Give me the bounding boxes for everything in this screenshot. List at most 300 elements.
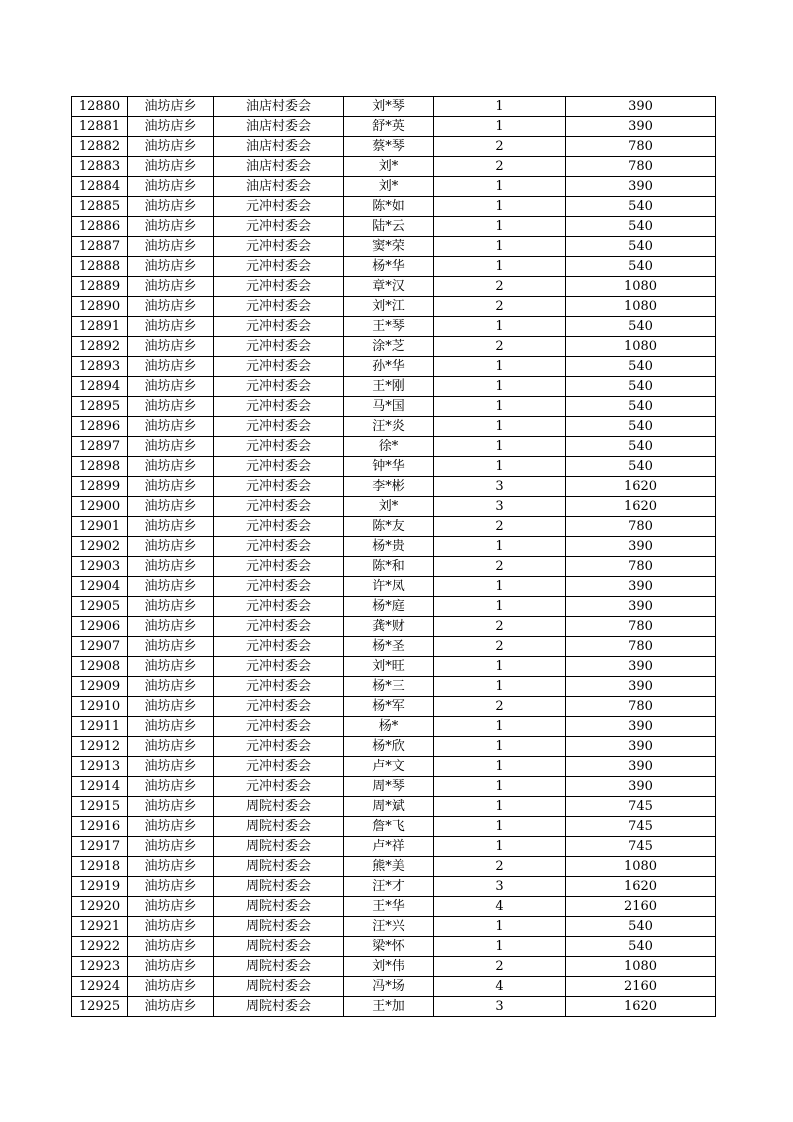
serial-number-cell: 12887 <box>72 237 128 257</box>
township-cell: 油坊店乡 <box>128 537 214 557</box>
village-committee-cell: 周院村委会 <box>214 897 344 917</box>
name-cell: 杨*庭 <box>344 597 434 617</box>
table-row <box>72 357 716 377</box>
table-row <box>72 497 716 517</box>
village-committee-cell: 元冲村委会 <box>214 577 344 597</box>
amount-cell: 745 <box>566 837 716 857</box>
serial-number-cell: 12919 <box>72 877 128 897</box>
township-cell: 油坊店乡 <box>128 557 214 577</box>
household-count-cell: 1 <box>434 177 566 197</box>
township-cell: 油坊店乡 <box>128 757 214 777</box>
name-cell: 舒*英 <box>344 117 434 137</box>
village-committee-cell: 元冲村委会 <box>214 357 344 377</box>
serial-number-cell: 12910 <box>72 697 128 717</box>
household-count-cell: 1 <box>434 357 566 377</box>
table-row <box>72 257 716 277</box>
serial-number-cell: 12895 <box>72 397 128 417</box>
name-cell: 徐* <box>344 437 434 457</box>
table-row <box>72 457 716 477</box>
table-row <box>72 977 716 997</box>
village-committee-cell: 元冲村委会 <box>214 477 344 497</box>
amount-cell: 390 <box>566 757 716 777</box>
township-cell: 油坊店乡 <box>128 397 214 417</box>
household-count-cell: 1 <box>434 457 566 477</box>
village-committee-cell: 元冲村委会 <box>214 597 344 617</box>
amount-cell: 390 <box>566 537 716 557</box>
name-cell: 钟*华 <box>344 457 434 477</box>
amount-cell: 390 <box>566 577 716 597</box>
household-count-cell: 1 <box>434 597 566 617</box>
name-cell: 周*琴 <box>344 777 434 797</box>
amount-cell: 390 <box>566 117 716 137</box>
village-committee-cell: 元冲村委会 <box>214 757 344 777</box>
serial-number-cell: 12885 <box>72 197 128 217</box>
village-committee-cell: 元冲村委会 <box>214 557 344 577</box>
amount-cell: 1620 <box>566 877 716 897</box>
township-cell: 油坊店乡 <box>128 157 214 177</box>
table-row <box>72 677 716 697</box>
table-row <box>72 997 716 1017</box>
serial-number-cell: 12922 <box>72 937 128 957</box>
village-committee-cell: 周院村委会 <box>214 797 344 817</box>
table-row <box>72 637 716 657</box>
household-count-cell: 2 <box>434 337 566 357</box>
table-row <box>72 737 716 757</box>
township-cell: 油坊店乡 <box>128 257 214 277</box>
table-body <box>72 97 716 1017</box>
amount-cell: 390 <box>566 657 716 677</box>
serial-number-cell: 12886 <box>72 217 128 237</box>
table-row <box>72 877 716 897</box>
township-cell: 油坊店乡 <box>128 197 214 217</box>
household-count-cell: 1 <box>434 217 566 237</box>
village-committee-cell: 元冲村委会 <box>214 737 344 757</box>
table-row <box>72 317 716 337</box>
name-cell: 杨*欣 <box>344 737 434 757</box>
name-cell: 梁*怀 <box>344 937 434 957</box>
table-row <box>72 517 716 537</box>
table-row <box>72 157 716 177</box>
serial-number-cell: 12912 <box>72 737 128 757</box>
amount-cell: 390 <box>566 597 716 617</box>
serial-number-cell: 12906 <box>72 617 128 637</box>
serial-number-cell: 12909 <box>72 677 128 697</box>
serial-number-cell: 12903 <box>72 557 128 577</box>
amount-cell: 780 <box>566 617 716 637</box>
serial-number-cell: 12913 <box>72 757 128 777</box>
table-row <box>72 397 716 417</box>
amount-cell: 540 <box>566 437 716 457</box>
household-count-cell: 3 <box>434 877 566 897</box>
table-row <box>72 237 716 257</box>
household-count-cell: 2 <box>434 957 566 977</box>
village-committee-cell: 周院村委会 <box>214 917 344 937</box>
village-committee-cell: 元冲村委会 <box>214 257 344 277</box>
township-cell: 油坊店乡 <box>128 477 214 497</box>
village-committee-cell: 周院村委会 <box>214 837 344 857</box>
village-committee-cell: 元冲村委会 <box>214 457 344 477</box>
village-committee-cell: 元冲村委会 <box>214 237 344 257</box>
household-count-cell: 1 <box>434 757 566 777</box>
name-cell: 王*琴 <box>344 317 434 337</box>
household-count-cell: 1 <box>434 937 566 957</box>
table-row <box>72 897 716 917</box>
name-cell: 杨*华 <box>344 257 434 277</box>
amount-cell: 1620 <box>566 497 716 517</box>
household-count-cell: 1 <box>434 837 566 857</box>
household-count-cell: 1 <box>434 397 566 417</box>
village-committee-cell: 油店村委会 <box>214 177 344 197</box>
name-cell: 汪*炎 <box>344 417 434 437</box>
serial-number-cell: 12907 <box>72 637 128 657</box>
amount-cell: 540 <box>566 917 716 937</box>
household-count-cell: 1 <box>434 537 566 557</box>
village-committee-cell: 元冲村委会 <box>214 337 344 357</box>
village-committee-cell: 元冲村委会 <box>214 697 344 717</box>
serial-number-cell: 12882 <box>72 137 128 157</box>
village-committee-cell: 元冲村委会 <box>214 197 344 217</box>
table-row <box>72 857 716 877</box>
household-count-cell: 3 <box>434 497 566 517</box>
amount-cell: 540 <box>566 357 716 377</box>
village-committee-cell: 元冲村委会 <box>214 277 344 297</box>
serial-number-cell: 12905 <box>72 597 128 617</box>
amount-cell: 390 <box>566 717 716 737</box>
amount-cell: 540 <box>566 317 716 337</box>
village-committee-cell: 周院村委会 <box>214 937 344 957</box>
township-cell: 油坊店乡 <box>128 717 214 737</box>
township-cell: 油坊店乡 <box>128 877 214 897</box>
township-cell: 油坊店乡 <box>128 297 214 317</box>
village-committee-cell: 元冲村委会 <box>214 717 344 737</box>
household-count-cell: 1 <box>434 677 566 697</box>
township-cell: 油坊店乡 <box>128 117 214 137</box>
table-row <box>72 577 716 597</box>
township-cell: 油坊店乡 <box>128 657 214 677</box>
amount-cell: 745 <box>566 797 716 817</box>
serial-number-cell: 12899 <box>72 477 128 497</box>
table-row <box>72 777 716 797</box>
table-row <box>72 97 716 117</box>
household-count-cell: 2 <box>434 297 566 317</box>
name-cell: 刘*伟 <box>344 957 434 977</box>
serial-number-cell: 12900 <box>72 497 128 517</box>
amount-cell: 2160 <box>566 897 716 917</box>
household-count-cell: 1 <box>434 577 566 597</box>
serial-number-cell: 12920 <box>72 897 128 917</box>
township-cell: 油坊店乡 <box>128 97 214 117</box>
township-cell: 油坊店乡 <box>128 797 214 817</box>
name-cell: 杨* <box>344 717 434 737</box>
serial-number-cell: 12911 <box>72 717 128 737</box>
name-cell: 陈*和 <box>344 557 434 577</box>
township-cell: 油坊店乡 <box>128 937 214 957</box>
township-cell: 油坊店乡 <box>128 977 214 997</box>
serial-number-cell: 12914 <box>72 777 128 797</box>
amount-cell: 780 <box>566 157 716 177</box>
village-committee-cell: 油店村委会 <box>214 97 344 117</box>
village-committee-cell: 元冲村委会 <box>214 217 344 237</box>
household-count-cell: 1 <box>434 437 566 457</box>
name-cell: 卢*文 <box>344 757 434 777</box>
serial-number-cell: 12925 <box>72 997 128 1017</box>
village-committee-cell: 周院村委会 <box>214 857 344 877</box>
township-cell: 油坊店乡 <box>128 997 214 1017</box>
amount-cell: 1080 <box>566 297 716 317</box>
name-cell: 孙*华 <box>344 357 434 377</box>
table-row <box>72 437 716 457</box>
village-committee-cell: 周院村委会 <box>214 877 344 897</box>
township-cell: 油坊店乡 <box>128 517 214 537</box>
household-count-cell: 1 <box>434 817 566 837</box>
table-row <box>72 537 716 557</box>
name-cell: 王*华 <box>344 897 434 917</box>
table-row <box>72 957 716 977</box>
township-cell: 油坊店乡 <box>128 957 214 977</box>
name-cell: 詹*飞 <box>344 817 434 837</box>
name-cell: 汪*兴 <box>344 917 434 937</box>
table-row <box>72 117 716 137</box>
table-row <box>72 937 716 957</box>
township-cell: 油坊店乡 <box>128 337 214 357</box>
household-count-cell: 1 <box>434 717 566 737</box>
township-cell: 油坊店乡 <box>128 617 214 637</box>
household-count-cell: 2 <box>434 277 566 297</box>
name-cell: 冯*场 <box>344 977 434 997</box>
name-cell: 陈*如 <box>344 197 434 217</box>
township-cell: 油坊店乡 <box>128 597 214 617</box>
village-committee-cell: 元冲村委会 <box>214 377 344 397</box>
village-committee-cell: 元冲村委会 <box>214 537 344 557</box>
table-row <box>72 617 716 637</box>
household-count-cell: 1 <box>434 237 566 257</box>
household-count-cell: 2 <box>434 157 566 177</box>
amount-cell: 540 <box>566 457 716 477</box>
household-count-cell: 1 <box>434 197 566 217</box>
serial-number-cell: 12888 <box>72 257 128 277</box>
household-count-cell: 1 <box>434 917 566 937</box>
name-cell: 陆*云 <box>344 217 434 237</box>
table-row <box>72 177 716 197</box>
household-count-cell: 3 <box>434 477 566 497</box>
serial-number-cell: 12917 <box>72 837 128 857</box>
name-cell: 王*加 <box>344 997 434 1017</box>
amount-cell: 745 <box>566 817 716 837</box>
township-cell: 油坊店乡 <box>128 697 214 717</box>
name-cell: 刘*江 <box>344 297 434 317</box>
subsidy-table <box>71 96 716 1017</box>
table-row <box>72 277 716 297</box>
name-cell: 涂*芝 <box>344 337 434 357</box>
township-cell: 油坊店乡 <box>128 857 214 877</box>
name-cell: 马*国 <box>344 397 434 417</box>
table-row <box>72 657 716 677</box>
serial-number-cell: 12884 <box>72 177 128 197</box>
serial-number-cell: 12923 <box>72 957 128 977</box>
serial-number-cell: 12889 <box>72 277 128 297</box>
name-cell: 窦*荣 <box>344 237 434 257</box>
household-count-cell: 1 <box>434 657 566 677</box>
table-row <box>72 717 716 737</box>
serial-number-cell: 12902 <box>72 537 128 557</box>
household-count-cell: 1 <box>434 377 566 397</box>
name-cell: 刘* <box>344 157 434 177</box>
serial-number-cell: 12892 <box>72 337 128 357</box>
amount-cell: 540 <box>566 237 716 257</box>
amount-cell: 540 <box>566 417 716 437</box>
table-row <box>72 477 716 497</box>
amount-cell: 390 <box>566 177 716 197</box>
table-row <box>72 597 716 617</box>
household-count-cell: 2 <box>434 857 566 877</box>
name-cell: 杨*三 <box>344 677 434 697</box>
village-committee-cell: 油店村委会 <box>214 117 344 137</box>
amount-cell: 780 <box>566 557 716 577</box>
serial-number-cell: 12921 <box>72 917 128 937</box>
household-count-cell: 4 <box>434 897 566 917</box>
serial-number-cell: 12897 <box>72 437 128 457</box>
household-count-cell: 1 <box>434 737 566 757</box>
amount-cell: 540 <box>566 377 716 397</box>
name-cell: 周*斌 <box>344 797 434 817</box>
amount-cell: 1620 <box>566 997 716 1017</box>
amount-cell: 2160 <box>566 977 716 997</box>
village-committee-cell: 周院村委会 <box>214 977 344 997</box>
amount-cell: 540 <box>566 217 716 237</box>
serial-number-cell: 12881 <box>72 117 128 137</box>
amount-cell: 540 <box>566 257 716 277</box>
township-cell: 油坊店乡 <box>128 777 214 797</box>
township-cell: 油坊店乡 <box>128 577 214 597</box>
township-cell: 油坊店乡 <box>128 237 214 257</box>
amount-cell: 1080 <box>566 277 716 297</box>
household-count-cell: 1 <box>434 257 566 277</box>
township-cell: 油坊店乡 <box>128 277 214 297</box>
table-row <box>72 697 716 717</box>
name-cell: 许*凤 <box>344 577 434 597</box>
amount-cell: 390 <box>566 97 716 117</box>
household-count-cell: 2 <box>434 517 566 537</box>
township-cell: 油坊店乡 <box>128 837 214 857</box>
table-row <box>72 377 716 397</box>
township-cell: 油坊店乡 <box>128 357 214 377</box>
village-committee-cell: 元冲村委会 <box>214 297 344 317</box>
township-cell: 油坊店乡 <box>128 737 214 757</box>
amount-cell: 540 <box>566 937 716 957</box>
village-committee-cell: 元冲村委会 <box>214 497 344 517</box>
serial-number-cell: 12908 <box>72 657 128 677</box>
village-committee-cell: 元冲村委会 <box>214 317 344 337</box>
serial-number-cell: 12924 <box>72 977 128 997</box>
name-cell: 刘* <box>344 177 434 197</box>
household-count-cell: 3 <box>434 997 566 1017</box>
household-count-cell: 2 <box>434 137 566 157</box>
serial-number-cell: 12893 <box>72 357 128 377</box>
serial-number-cell: 12915 <box>72 797 128 817</box>
serial-number-cell: 12890 <box>72 297 128 317</box>
household-count-cell: 2 <box>434 697 566 717</box>
table-row <box>72 417 716 437</box>
village-committee-cell: 元冲村委会 <box>214 417 344 437</box>
name-cell: 杨*贵 <box>344 537 434 557</box>
name-cell: 龚*财 <box>344 617 434 637</box>
household-count-cell: 4 <box>434 977 566 997</box>
household-count-cell: 1 <box>434 97 566 117</box>
township-cell: 油坊店乡 <box>128 437 214 457</box>
name-cell: 王*刚 <box>344 377 434 397</box>
name-cell: 刘*旺 <box>344 657 434 677</box>
table-row <box>72 817 716 837</box>
serial-number-cell: 12904 <box>72 577 128 597</box>
township-cell: 油坊店乡 <box>128 897 214 917</box>
serial-number-cell: 12898 <box>72 457 128 477</box>
table-row <box>72 217 716 237</box>
amount-cell: 1080 <box>566 857 716 877</box>
village-committee-cell: 周院村委会 <box>214 817 344 837</box>
township-cell: 油坊店乡 <box>128 917 214 937</box>
township-cell: 油坊店乡 <box>128 177 214 197</box>
household-count-cell: 1 <box>434 317 566 337</box>
village-committee-cell: 元冲村委会 <box>214 617 344 637</box>
serial-number-cell: 12891 <box>72 317 128 337</box>
household-count-cell: 1 <box>434 777 566 797</box>
household-count-cell: 2 <box>434 617 566 637</box>
table-row <box>72 337 716 357</box>
amount-cell: 780 <box>566 137 716 157</box>
serial-number-cell: 12894 <box>72 377 128 397</box>
township-cell: 油坊店乡 <box>128 817 214 837</box>
amount-cell: 390 <box>566 777 716 797</box>
name-cell: 蔡*琴 <box>344 137 434 157</box>
household-count-cell: 1 <box>434 797 566 817</box>
amount-cell: 780 <box>566 637 716 657</box>
village-committee-cell: 元冲村委会 <box>214 397 344 417</box>
household-count-cell: 1 <box>434 117 566 137</box>
township-cell: 油坊店乡 <box>128 377 214 397</box>
table-row <box>72 797 716 817</box>
name-cell: 刘*琴 <box>344 97 434 117</box>
amount-cell: 1080 <box>566 957 716 977</box>
amount-cell: 540 <box>566 397 716 417</box>
table-row <box>72 137 716 157</box>
village-committee-cell: 元冲村委会 <box>214 437 344 457</box>
amount-cell: 1080 <box>566 337 716 357</box>
serial-number-cell: 12901 <box>72 517 128 537</box>
name-cell: 熊*美 <box>344 857 434 877</box>
table-row <box>72 197 716 217</box>
township-cell: 油坊店乡 <box>128 457 214 477</box>
serial-number-cell: 12883 <box>72 157 128 177</box>
village-committee-cell: 周院村委会 <box>214 957 344 977</box>
amount-cell: 780 <box>566 517 716 537</box>
township-cell: 油坊店乡 <box>128 137 214 157</box>
table-row <box>72 297 716 317</box>
serial-number-cell: 12916 <box>72 817 128 837</box>
table-row <box>72 837 716 857</box>
name-cell: 刘* <box>344 497 434 517</box>
table-row <box>72 557 716 577</box>
village-committee-cell: 元冲村委会 <box>214 657 344 677</box>
amount-cell: 390 <box>566 677 716 697</box>
name-cell: 李*彬 <box>344 477 434 497</box>
village-committee-cell: 元冲村委会 <box>214 517 344 537</box>
village-committee-cell: 油店村委会 <box>214 137 344 157</box>
amount-cell: 780 <box>566 697 716 717</box>
village-committee-cell: 元冲村委会 <box>214 637 344 657</box>
name-cell: 章*汉 <box>344 277 434 297</box>
serial-number-cell: 12880 <box>72 97 128 117</box>
village-committee-cell: 油店村委会 <box>214 157 344 177</box>
